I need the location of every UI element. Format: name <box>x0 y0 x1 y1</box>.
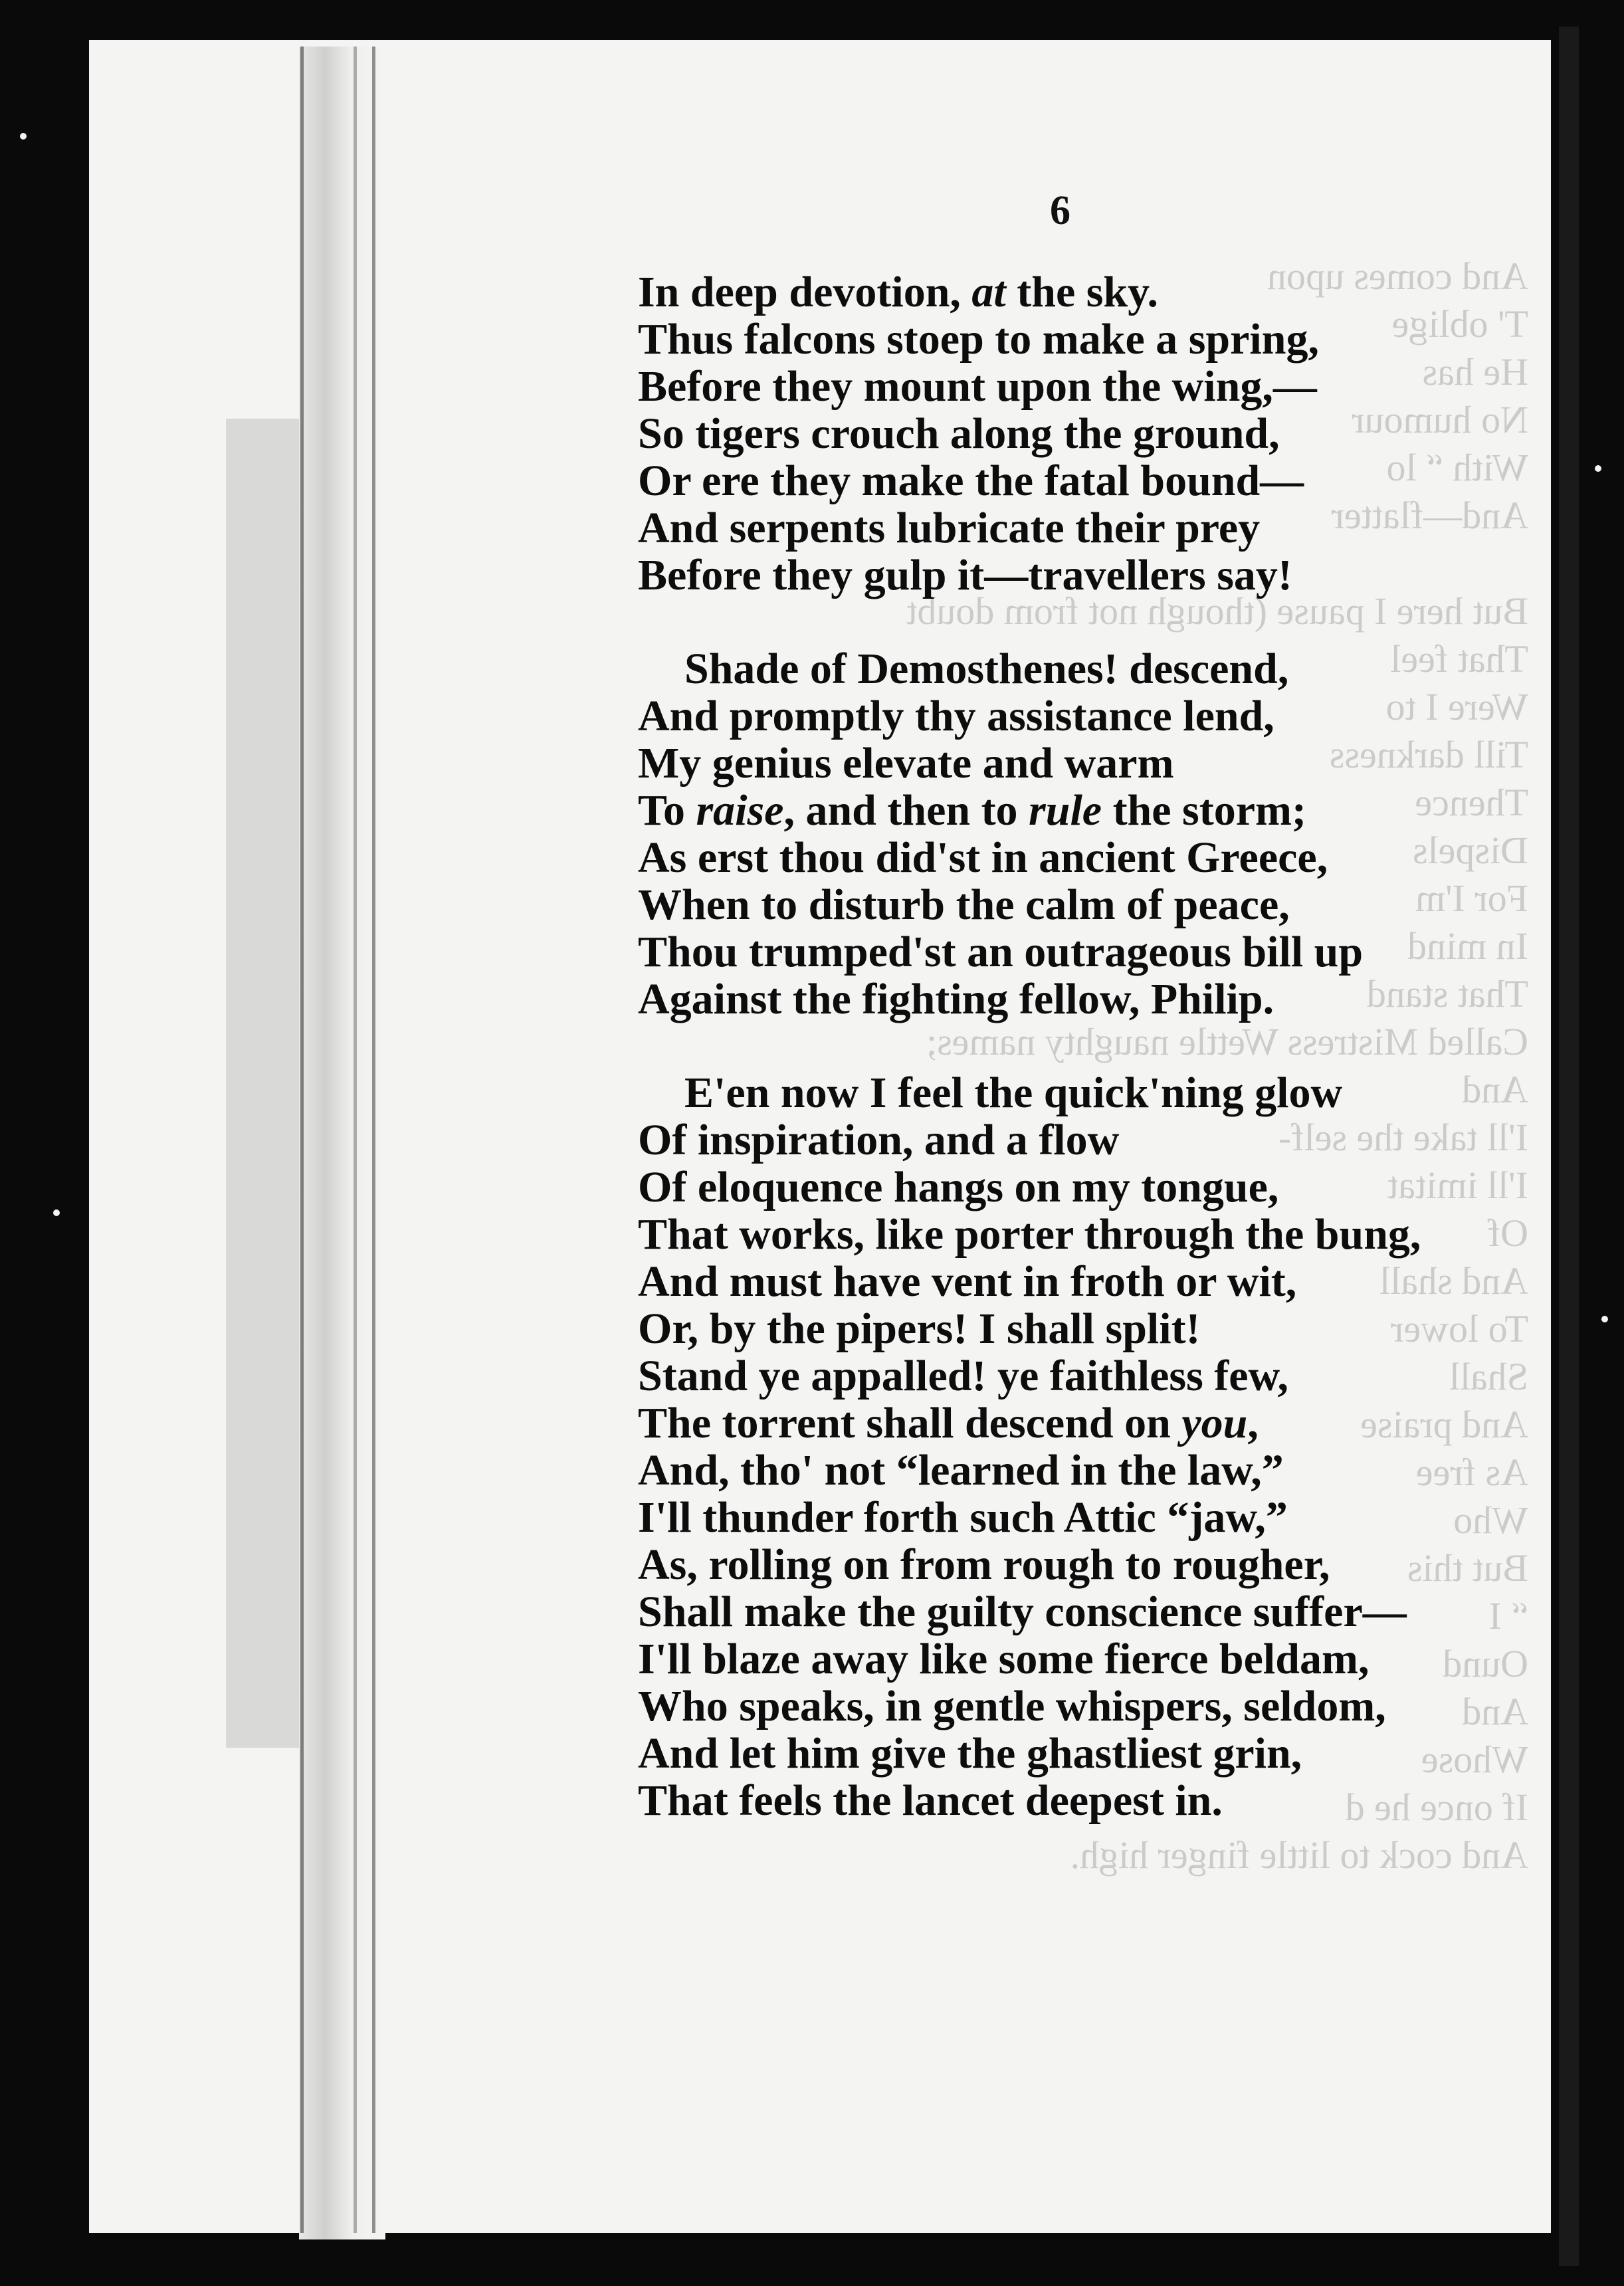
line-text: Who speaks, in gentle whispers, seldom, <box>638 1682 1386 1730</box>
line-text: To <box>638 786 696 835</box>
poem-line <box>638 1258 1502 1305</box>
line-text: And serpents lubricate their prey <box>638 504 1261 552</box>
show-through-line: As free <box>1415 1451 1528 1494</box>
stanza <box>638 268 1502 599</box>
line-text: the storm; <box>1102 786 1306 835</box>
show-through-line: Whose <box>1421 1738 1528 1781</box>
line-text: My genius elevate and warm <box>638 739 1174 787</box>
line-text: That works, like porter through the bung, <box>638 1210 1421 1259</box>
line-text: As erst thou did'st in ancient Greece, <box>638 833 1328 882</box>
poem-line <box>638 881 1502 928</box>
page-number: 6 <box>1050 188 1070 233</box>
show-through-line: And <box>1462 1690 1528 1733</box>
line-text: Of eloquence hangs on my tongue, <box>638 1163 1279 1211</box>
line-text: E'en now I feel the quick'ning glow <box>684 1069 1343 1117</box>
line-text: As, rolling on from rough to rougher, <box>638 1540 1330 1589</box>
show-through-line: Were I to <box>1385 685 1528 728</box>
poem-line <box>638 1400 1502 1447</box>
line-text: Or, by the pipers! I shall split! <box>638 1304 1201 1353</box>
show-through-line: And comes upon <box>1267 255 1528 298</box>
line-text: So tigers crouch along the ground, <box>638 409 1280 458</box>
show-through-line: Who <box>1453 1499 1528 1542</box>
poem-line <box>638 787 1502 834</box>
show-through-line: Till darkness <box>1329 733 1528 776</box>
poem-line <box>638 1541 1502 1588</box>
poem-line <box>638 316 1502 363</box>
poem-line <box>638 692 1502 740</box>
line-text: the sky. <box>1005 268 1158 316</box>
poem-line <box>638 976 1502 1023</box>
line-text: , <box>1247 1399 1259 1447</box>
poem-line <box>638 740 1502 787</box>
line-text: The torrent shall descend on <box>638 1399 1182 1447</box>
italic-text: raise <box>696 786 784 835</box>
show-through-line: But here I pause (though not from doubt <box>906 589 1528 633</box>
line-text: And, tho' not “learned in the law,” <box>638 1446 1284 1495</box>
fold-line <box>300 47 304 2233</box>
poem-line <box>638 1116 1502 1164</box>
poem-line <box>638 645 1502 692</box>
poem-line <box>638 410 1502 457</box>
show-through-line: Dispels <box>1413 829 1528 872</box>
poem-text <box>638 268 1502 1824</box>
line-text: Thou trumped'st an outrageous bill up <box>638 928 1364 976</box>
show-through-line: Shall <box>1449 1355 1528 1398</box>
poem-line <box>638 552 1502 599</box>
poem-line <box>638 928 1502 976</box>
show-through-line: Called Mistress Wettle naughty names; <box>926 1020 1528 1063</box>
poem-line <box>638 1305 1502 1352</box>
poem-line <box>638 1683 1502 1730</box>
line-text: That feels the lancet deepest in. <box>638 1776 1223 1825</box>
line-text: , and then to <box>783 786 1029 835</box>
right-page-edge <box>1559 27 1579 2266</box>
show-through-line: With “ lo <box>1386 446 1528 489</box>
line-text: Or ere they make the fatal bound— <box>638 457 1304 505</box>
poem-line <box>638 1211 1502 1258</box>
line-text: And must have vent in froth or wit, <box>638 1257 1297 1306</box>
line-text: I'll thunder forth such Attic “jaw,” <box>638 1493 1288 1542</box>
line-text: Shall make the guilty conscience suffer— <box>638 1588 1407 1636</box>
poem-line <box>638 1164 1502 1211</box>
show-through-line: I'll take the self- <box>1278 1116 1528 1159</box>
show-through-line: In mind <box>1407 924 1528 968</box>
line-text: And promptly thy assistance lend, <box>638 692 1274 740</box>
poem-line <box>638 1447 1502 1494</box>
poem-line <box>638 834 1502 881</box>
poem-line <box>638 1069 1502 1116</box>
line-text: When to disturb the calm of peace, <box>638 881 1290 929</box>
italic-text: at <box>971 268 1006 316</box>
poem-line <box>638 1588 1502 1635</box>
line-text: Of inspiration, and a flow <box>638 1116 1120 1164</box>
line-text: In deep devotion, <box>638 268 972 316</box>
show-through-line: And <box>1462 1068 1528 1111</box>
show-through-line: That stand <box>1366 972 1528 1015</box>
show-through-line: To lower <box>1391 1307 1528 1350</box>
line-text: Shade of Demosthenes! descend, <box>684 645 1289 693</box>
show-through-line: Ound <box>1443 1642 1528 1685</box>
show-through-line: T' oblige <box>1391 302 1528 346</box>
line-text: Against the fighting fellow, Philip. <box>638 975 1274 1023</box>
poem-line <box>638 1777 1502 1824</box>
stanza <box>638 1069 1502 1824</box>
show-through-line: I'll imitat <box>1387 1164 1528 1207</box>
poem-line <box>638 363 1502 410</box>
show-through-line: And cock to little finger high. <box>1070 1833 1528 1877</box>
scan-speck <box>53 1209 60 1216</box>
stanza <box>638 645 1502 1023</box>
show-through-line: For I'm <box>1415 877 1528 920</box>
fold-line <box>354 47 357 2233</box>
show-through-line: But this <box>1407 1546 1528 1590</box>
show-through-line: If once he d <box>1345 1786 1528 1829</box>
show-through-line: “ I <box>1488 1594 1528 1637</box>
poem-line <box>638 1494 1502 1541</box>
show-through-line: Thence <box>1415 781 1528 824</box>
poem-line <box>638 504 1502 552</box>
line-text: Thus falcons stoep to make a spring, <box>638 315 1319 364</box>
scan-speck <box>1601 1316 1608 1322</box>
show-through-line: And—flatter <box>1331 494 1528 537</box>
poem-line <box>638 268 1502 316</box>
poem-line <box>638 1352 1502 1400</box>
line-text: Before they gulp it—travellers say! <box>638 551 1292 599</box>
line-text: I'll blaze away like some fierce beldam, <box>638 1635 1370 1683</box>
line-text: Stand ye appalled! ye faithless few, <box>638 1352 1289 1400</box>
fold-line <box>372 47 375 2233</box>
show-through-line: He has <box>1422 350 1528 393</box>
show-through-line: That feel <box>1390 637 1528 680</box>
show-through-line: No humour <box>1352 398 1528 441</box>
poem-line <box>638 1635 1502 1683</box>
show-through-line: Of <box>1487 1211 1528 1255</box>
poem-line <box>638 1730 1502 1777</box>
scan-speck <box>20 133 27 140</box>
poem-line <box>638 457 1502 504</box>
italic-text: rule <box>1029 786 1102 835</box>
scan-speck <box>1595 465 1601 472</box>
right-margin-strip <box>1579 27 1624 2286</box>
italic-text: you <box>1181 1399 1248 1447</box>
show-through-line: And shall <box>1379 1259 1528 1302</box>
line-text: Before they mount upon the wing,— <box>638 362 1317 411</box>
show-through-line: And praise <box>1360 1403 1528 1446</box>
line-text: And let him give the ghastliest grin, <box>638 1729 1302 1778</box>
